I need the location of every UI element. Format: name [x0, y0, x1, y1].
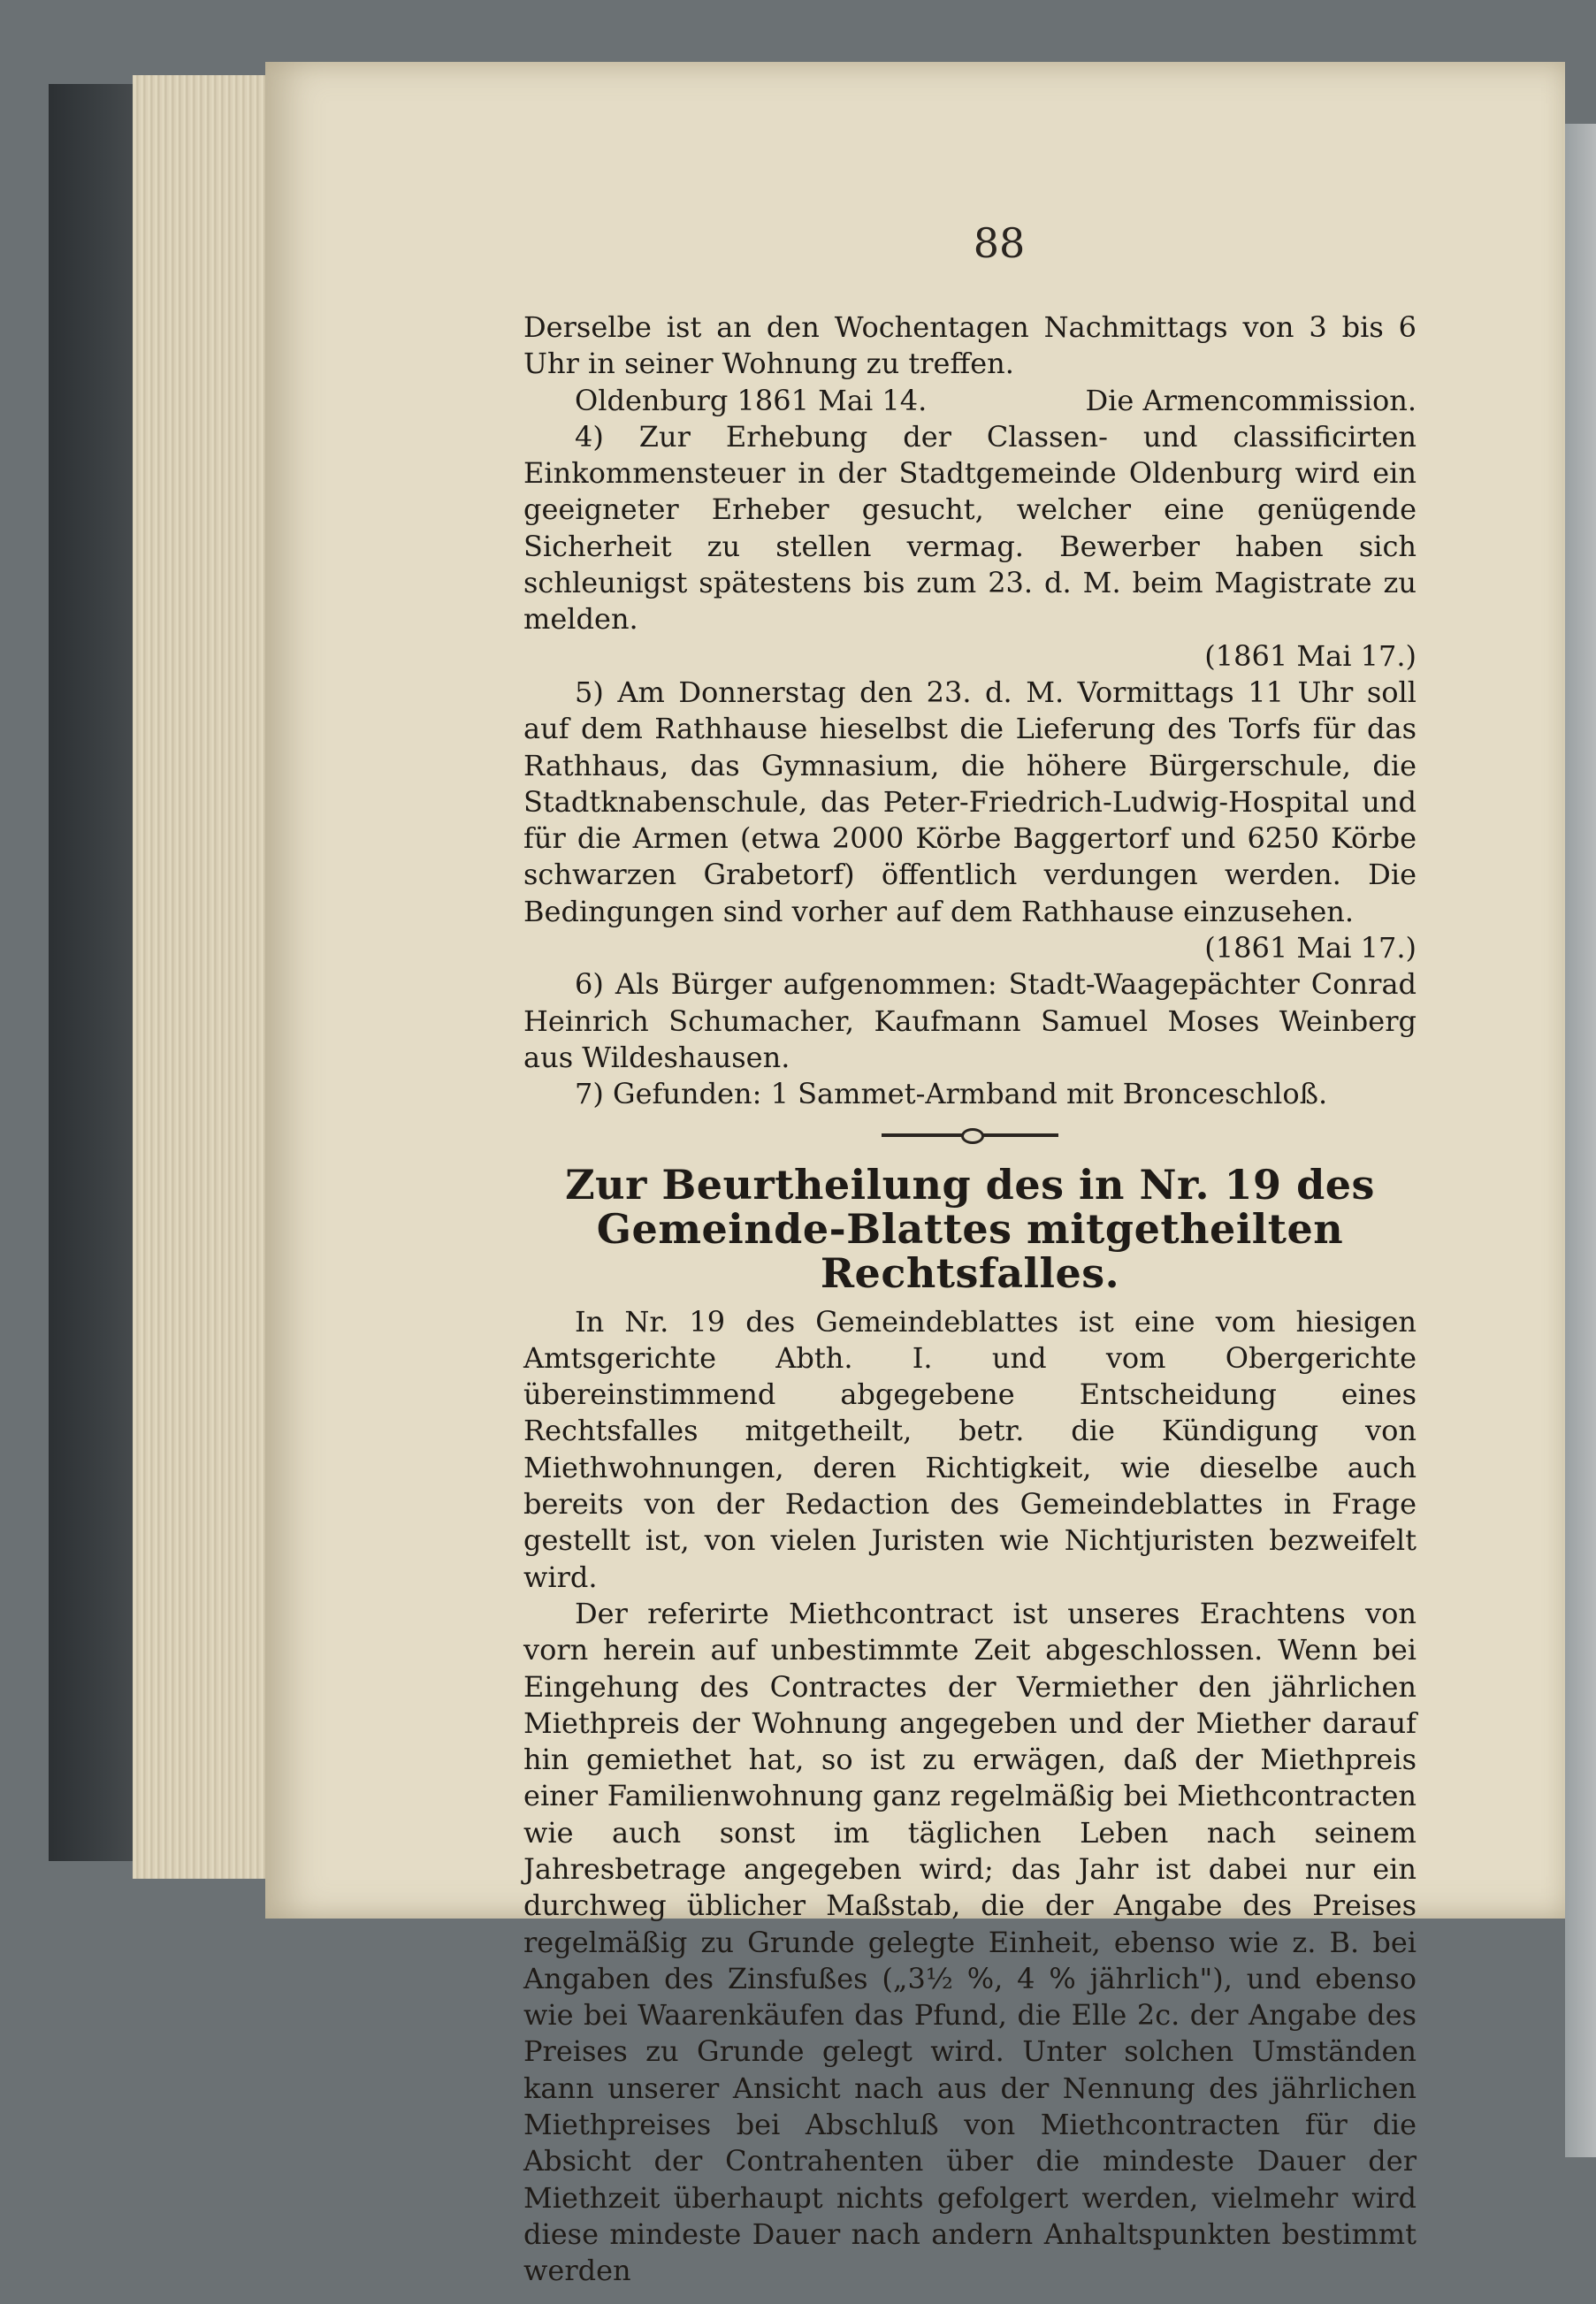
book-spine: [49, 84, 146, 1861]
item-5: 5) Am Donnerstag den 23. d. M. Vormittags 11 Uhr soll auf dem Rathhause hieselbst die Lieferung des Torfs für das Rathhaus, das Gymnasium, die höhere Bürgerschule, die Stadtknabenschule, das Peter-Friedrich-Ludwig-Hospital und für die Armen (etwa 2000 Körbe Baggertorf und 6250 Körbe schwarzen Grabetorf) öffentlich verdungen werden. Die Bedingungen sind vorher auf dem Rathhause einzusehen.: [523, 675, 1417, 928]
article-paragraph-1: In Nr. 19 des Gemeindeblattes ist eine vom hiesigen Amtsgerichte Abth. I. und vom Obergerichte übereinstimmend abgegebene Entscheidung eines Rechtsfalles mitgetheilt, betr. die Kündigung von Miethwohnungen, deren Richtigkeit, wie dieselbe auch bereits von der Redaction des Gemeindeblattes in Frage gestellt ist, von vielen Juristen wie Nichtjuristen bezweifelt wird.: [523, 1304, 1417, 1594]
item-4-date: (1861 Mai 17.): [1204, 638, 1417, 673]
article-heading: Zur Beurtheilung des in Nr. 19 des Gemeinde-Blattes mitgetheilten Rechtsfalles.: [565, 1160, 1375, 1297]
item-7: 7) Gefunden: 1 Sammet-Armband mit Bronceschloß.: [575, 1077, 1328, 1111]
notice-line: Derselbe ist an den Wochentagen Nachmittags von 3 bis 6 Uhr in seiner Wohnung zu treffen.: [523, 310, 1417, 381]
place-date: Oldenburg 1861 Mai 14.: [575, 383, 928, 417]
page-text: [523, 309, 1417, 2290]
notice-signature-line: [523, 383, 1417, 419]
ornamental-divider: [523, 1113, 1417, 1157]
item-4: 4) Zur Erhebung der Classen- und classificirten Einkommensteuer in der Stadtgemeinde Oldenburg wird ein geeigneter Erheber gesucht, welcher eine genügende Sicherheit zu stellen vermag. Bewerber haben sich schleunigst spätestens bis zum 23. d. M. beim Magistrate zu melden.: [523, 419, 1417, 637]
signature: Die Armencommission.: [1085, 383, 1417, 417]
page-number: 88: [973, 219, 1026, 267]
right-page-edge: [1565, 124, 1596, 2157]
item-6: 6) Als Bürger aufgenommen: Stadt-Waagepächter Conrad Heinrich Schumacher, Kaufmann Samuel Moses Weinberg aus Wildeshausen.: [523, 967, 1417, 1074]
divider-ornament-icon: [882, 1133, 1058, 1137]
page-edges: [133, 75, 279, 1879]
article-paragraph-2: Der referirte Miethcontract ist unseres Erachtens von vorn herein auf unbestimmte Zeit abgeschlossen. Wenn bei Eingehung des Contractes der Vermiether den jährlichen Miethpreis der Wohnung angegeben und der Miether darauf hin gemiethet hat, so ist zu erwägen, daß der Miethpreis einer Familienwohnung ganz regelmäßig bei Miethcontracten wie auch sonst im täglichen Leben nach seinem Jahresbetrage angegeben wird; das Jahr ist dabei nur ein durchweg üblicher Maßstab, die der Angabe des Preises regelmäßig zu Grunde gelegte Einheit, ebenso wie z. B. bei Angaben des Zinsfußes („3½ %, 4 % jährlich"), und ebenso wie bei Waarenkäufen das Pfund, die Elle 2c. der Angabe des Preises zu Grunde gelegt wird. Unter solchen Umständen kann unserer Ansicht nach aus der Nennung des jährlichen Miethpreises bei Abschluß von Miethcontracten für die Absicht der Contrahenten über die mindeste Dauer der Miethzeit überhaupt nichts gefolgert werden, vielmehr wird diese mindeste Dauer nach andern Anhaltspunkten bestimmt werden: [523, 1596, 1417, 2288]
item-5-date: (1861 Mai 17.): [1204, 931, 1417, 965]
